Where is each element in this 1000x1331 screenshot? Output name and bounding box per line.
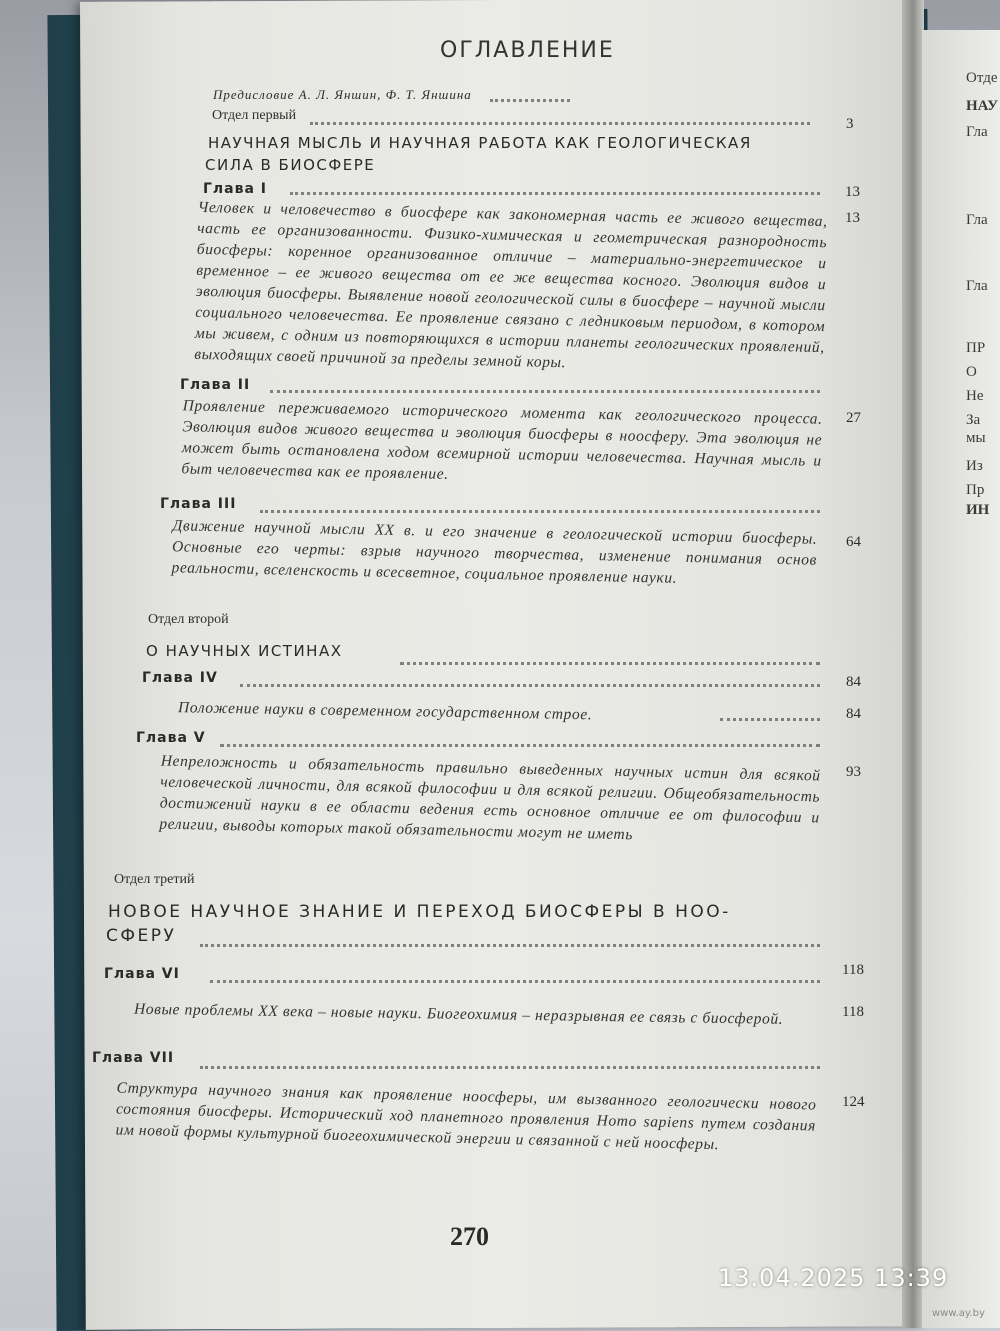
division-title: НАУЧНАЯ МЫСЛЬ И НАУЧНАЯ РАБОТА КАК ГЕОЛОГИЧЕСКАЯ [208,134,752,152]
chapter-label: Глава I [203,181,268,197]
facing-page-line: НАУ [966,98,999,114]
chapter-label: Глава V [136,730,206,746]
division-page-number: 118 [842,962,864,978]
facing-page-line: ИН [966,502,990,518]
chapter-description: Человек и человечество в биосфере как закономерная часть ее живого вещества, часть ее организованности. Физико-химическая и геометрическая разнородность биосферы: коренное организованное отличие – материально-энергетическое и временное – ее живого вещества от ее же вещества косного. Эволюция видов и эволюция биосферы. Выявление новой геологической силы в биосфере – научной мысли социального человечества. Ее проявление связано с ледниковым периодом, в котором мы живем, с одним из повторяющихся в истории планеты геологических проявлений, выходящих своей причиной за пределы земной коры. [194,198,828,372]
division-title: СФЕРУ [106,926,177,946]
chapter-description: Движение научной мысли XX в. и его значение в геологической истории биосферы. Основные его черты: взрыв научного творчества, изменение понимания основ реальности, вселенскость и всесветное, социальное проявление науки. [171,517,818,587]
facing-page-line: Из [966,458,983,474]
chapter-page-number: 124 [842,1094,865,1110]
chapter-page-number: 84 [846,706,861,722]
dot-leader [490,99,570,102]
dot-leader [290,192,820,195]
division-page-number: 13 [845,184,860,200]
page-number-folio: 270 [450,1222,489,1251]
dot-leader [720,718,820,721]
dot-leader [210,980,820,983]
toc-title: ОГЛАВЛЕНИЕ [440,38,615,63]
preface-entry: Предисловие А. Л. Яншин, Ф. Т. Яншина [213,87,472,102]
dot-leader [200,944,820,947]
facing-page-line: О [966,364,977,380]
chapter-label: Глава III [160,496,237,512]
chapter-label: Глава II [180,377,251,393]
chapter-label: Глава VII [92,1050,175,1066]
facing-page-line: Гла [966,212,988,228]
facing-page-line: мы [966,430,986,446]
division-label: Отдел первый [212,108,297,123]
chapter-label: Глава VI [104,966,180,982]
dot-leader [400,662,820,665]
division-title: СИЛА В БИОСФЕРЕ [205,156,376,174]
division-title: О НАУЧНЫХ ИСТИНАХ [146,642,343,660]
chapter-page-number: 64 [846,534,861,550]
chapter-page-number: 13 [845,210,860,226]
chapter-description: Структура научного знания как проявление ноосферы, им вызванного геологически нового состояния биосферы. Исторический ход планетного проявления Homo sapiens путем создания им новой формы культурной биогеохимической энергии и связанной с ней ноосферы. [115,1079,817,1154]
dot-leader [220,744,820,747]
photo-date-stamp: 13.04.2025 13:39 [718,1264,949,1292]
division-label: Отдел третий [114,872,195,887]
dot-leader [260,510,820,513]
dot-leader [200,1066,820,1069]
division-page-number: 84 [846,674,861,690]
chapter-description: Непреложность и обязательность правильно выведенных научных истин для всякой человеческой личности, для всякой философии и для всякой религии. Общеобязательность достижений науки в ее области ведения есть основное отличие ее от философии и религии, выводы которых такой обязательности могут не иметь [159,752,821,844]
chapter-page-number: 27 [846,410,861,426]
chapter-page-number: 93 [846,764,861,780]
chapter-label: Глава IV [142,670,218,686]
dot-leader [270,390,820,393]
facing-page-line: Отде [966,70,998,86]
dot-leader [240,684,820,687]
chapter-description: Новые проблемы XX века – новые науки. Биогеохимия – неразрывная ее связь с биосферой. [133,1000,784,1028]
preface-page-number: 3 [846,116,854,132]
facing-page-line: Гла [966,124,988,140]
facing-page-line: За [966,412,981,428]
dot-leader [310,122,810,125]
facing-page-line: Гла [966,278,988,294]
chapter-description: Положение науки в современном государственном строе. [177,699,593,724]
site-watermark: www.ay.by [932,1308,985,1319]
chapter-description: Проявление переживаемого исторического момента как геологического процесса. Эволюция видов живого вещества и эволюция биосферы в ноосферу. Эта эволюция не может быть остановлена ходом всемирной истории человечества. Научная мысль и быт человечества как ее проявление. [181,397,823,483]
chapter-page-number: 118 [842,1004,864,1020]
facing-page-line: Пр [966,482,985,498]
facing-page-line: ПР [966,340,986,356]
facing-page-line: Не [966,388,984,404]
division-title: НОВОЕ НАУЧНОЕ ЗНАНИЕ И ПЕРЕХОД БИОСФЕРЫ В НОО- [108,902,731,922]
division-label: Отдел второй [148,612,229,627]
